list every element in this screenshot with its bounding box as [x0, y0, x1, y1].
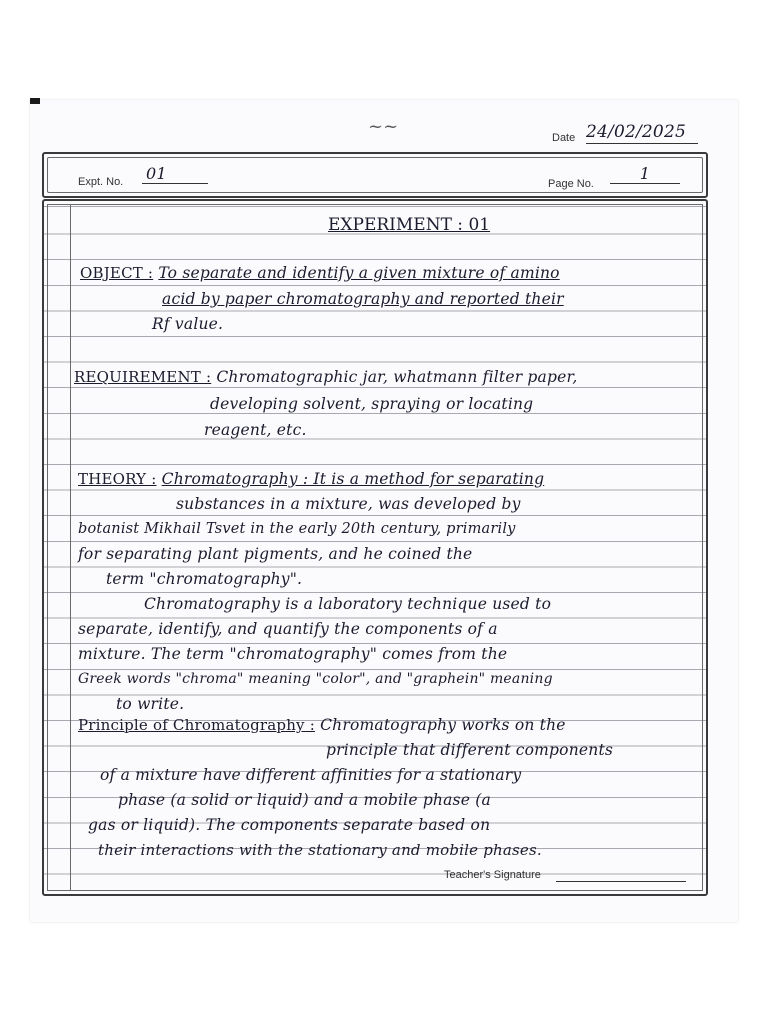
theory-line-6: Chromatography is a laboratory technique used to	[144, 595, 552, 613]
margin-line	[70, 204, 71, 891]
theory-line-1	[78, 469, 544, 489]
principle-text-1: Chromatography works on the	[320, 716, 566, 734]
theory-heading: THEORY :	[78, 470, 157, 488]
principle-line-2: principle that different components	[326, 741, 614, 759]
object-line-3: Rf value.	[152, 315, 224, 333]
top-squiggle-mark: ~~	[368, 116, 399, 137]
expt-no-label: Expt. No.	[78, 176, 124, 188]
object-line-2: acid by paper chromatography and reported their	[162, 290, 564, 308]
date-value: 24/02/2025	[586, 122, 698, 144]
corner-mark	[30, 98, 40, 104]
object-heading: OBJECT :	[80, 264, 154, 282]
requirement-line-1	[74, 367, 578, 387]
requirement-line-3: reagent, etc.	[204, 421, 307, 439]
principle-heading: Principle of Chromatography :	[78, 716, 315, 734]
teacher-signature-label: Teacher's Signature	[444, 869, 541, 881]
object-text-1: To separate and identify a given mixture of amino	[158, 264, 560, 282]
theory-line-4: for separating plant pigments, and he coined the	[78, 545, 473, 563]
page-no-value: 1	[610, 164, 680, 184]
theory-line-9: Greek words "chroma" meaning "color", and "graphein" meaning	[78, 671, 553, 687]
requirement-text-1: Chromatographic jar, whatmann filter paper,	[216, 368, 578, 386]
date-label: Date	[552, 132, 576, 144]
requirement-heading: REQUIREMENT :	[74, 368, 212, 386]
theory-line-7: separate, identify, and quantify the components of a	[78, 620, 498, 638]
requirement-line-2: developing solvent, spraying or locating	[210, 395, 534, 413]
header-box	[42, 152, 708, 198]
theory-line-3: botanist Mikhail Tsvet in the early 20th century, primarily	[78, 521, 516, 537]
object-line-1	[80, 263, 560, 283]
principle-line-6: their interactions with the stationary and mobile phases.	[98, 841, 542, 859]
expt-no-value: 01	[142, 164, 208, 184]
principle-line-4: phase (a solid or liquid) and a mobile phase (a	[118, 791, 491, 809]
page-no-label: Page No.	[548, 178, 594, 190]
theory-text-1: Chromatography : It is a method for separating	[161, 470, 545, 488]
principle-line-3: of a mixture have different affinities for a stationary	[100, 766, 522, 784]
experiment-title: EXPERIMENT : 01	[328, 215, 491, 235]
theory-line-10: to write.	[116, 695, 185, 713]
theory-line-8: mixture. The term "chromatography" comes from the	[78, 645, 508, 663]
date-field	[552, 122, 686, 146]
ruled-body	[42, 199, 708, 896]
teacher-signature-line	[556, 881, 686, 882]
principle-line-1	[78, 715, 566, 735]
principle-line-5: gas or liquid). The components separate based on	[88, 816, 491, 834]
theory-line-2: substances in a mixture, was developed by	[176, 495, 521, 513]
theory-line-5: term "chromatography".	[106, 570, 303, 588]
